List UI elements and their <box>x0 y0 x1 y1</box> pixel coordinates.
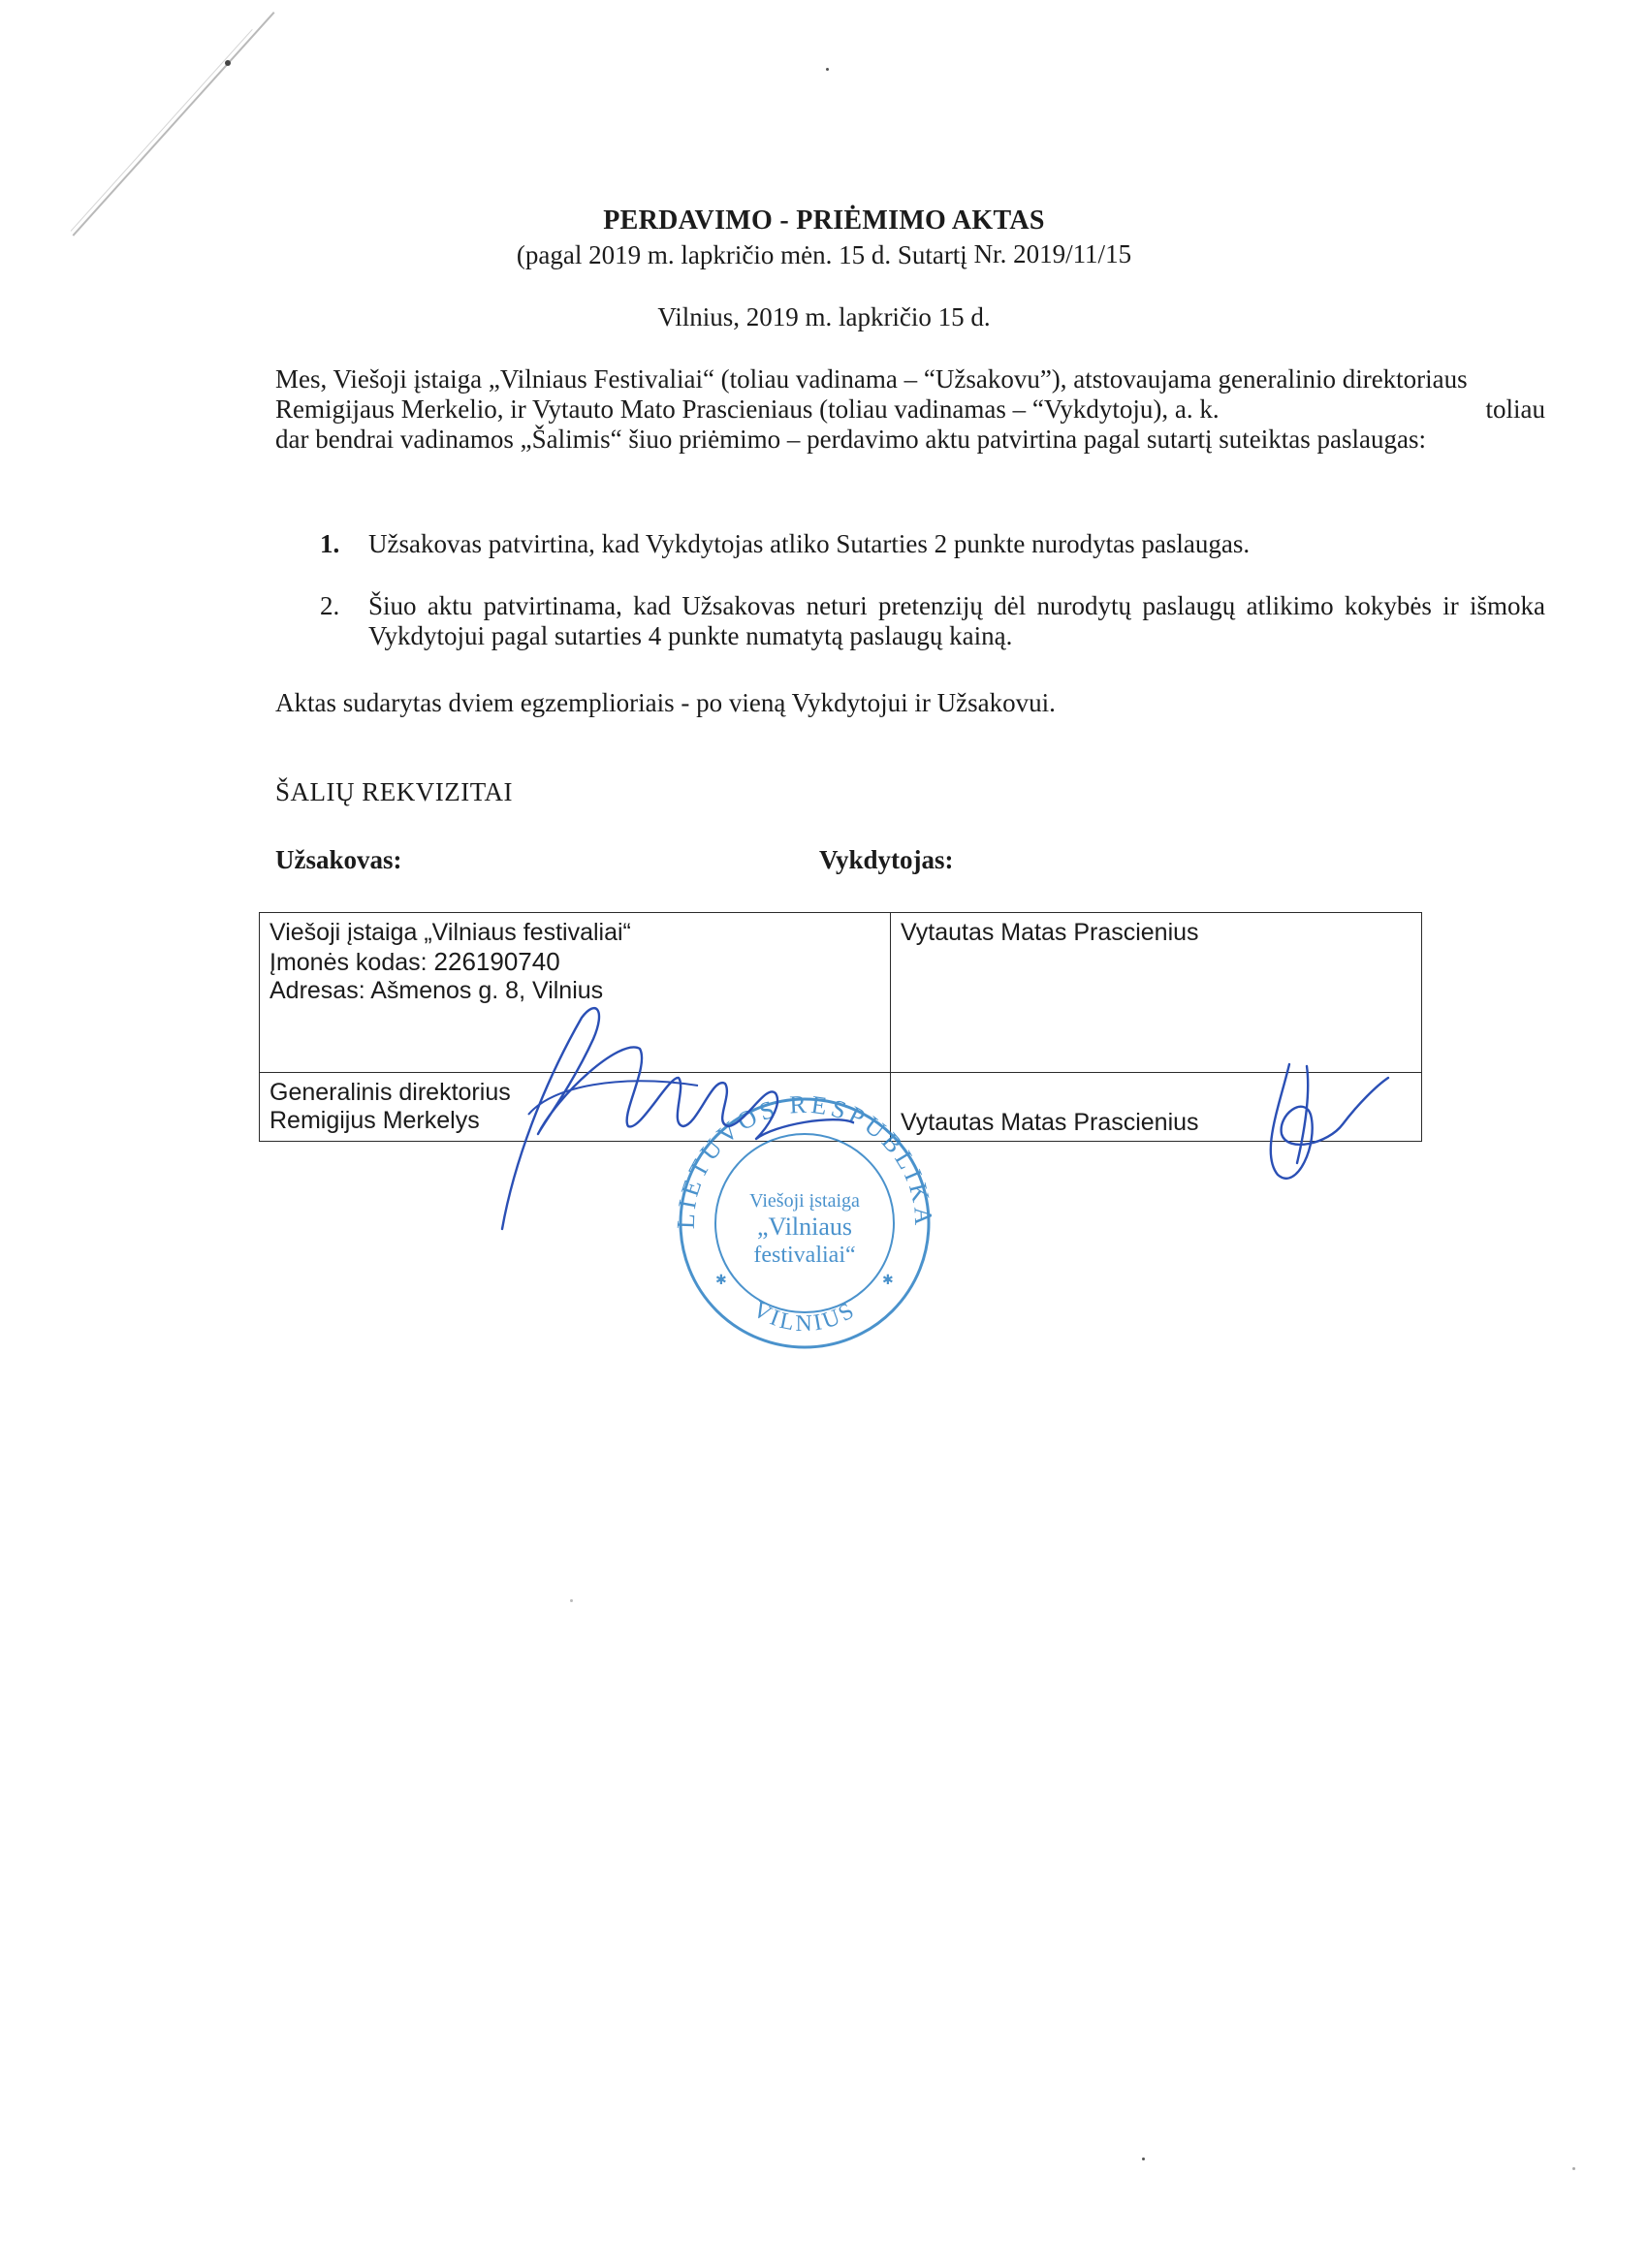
stamp-line-1: Viešoji įstaiga <box>749 1190 860 1212</box>
client-code: 226190740 <box>433 947 560 976</box>
scan-speck <box>1572 2167 1575 2170</box>
stamp-inner-ring <box>715 1134 894 1312</box>
intro-line-3: dar bendrai vadinamos „Šalimis“ šiuo priėmimo – perdavimo aktu patvirtina pagal sutartį suteiktas paslaugas: <box>275 425 1426 454</box>
client-details-cell <box>260 913 891 1073</box>
intro-line-2-text: Remigijaus Merkelio, ir Vytauto Mato Prascieniaus (toliau vadinamas – “Vykdytoju), a. k. <box>275 394 1220 424</box>
scan-artifact-line <box>73 12 275 236</box>
contract-number: Nr. 2019/11/15 <box>973 239 1132 268</box>
list-item-text: Užsakovas patvirtina, kad Vykdytojas atliko Sutarties 2 punkte nurodytas paslaugas. <box>368 529 1251 558</box>
requisites-row-signatures <box>260 1073 1422 1142</box>
requisites-row-details <box>260 913 1422 1073</box>
client-code-line <box>269 947 880 977</box>
stamp-bottom-text-path: VILNIUS <box>747 1297 862 1337</box>
contractor-name: Vytautas Matas Prascienius <box>901 919 1199 946</box>
list-item-number: 1. <box>320 529 340 558</box>
contractor-label: Vykdytojas: <box>819 845 954 874</box>
requisites-table <box>259 912 1422 1142</box>
stamp-outer-text-path: LIETUVOS RESPUBLIKA <box>671 1089 938 1230</box>
scan-artifact-line <box>71 29 253 232</box>
document-subtitle <box>0 240 1648 270</box>
stamp-bottom-text <box>748 1297 861 1337</box>
intro-line-1: Mes, Viešoji įstaiga „Vilniaus Festivaliai“ (toliau vadinama – “Užsakovu”), atstovaujama generalinio direktoriaus <box>275 364 1468 394</box>
intro-line-2 <box>275 394 1545 425</box>
stamp-line-3: festivaliai“ <box>753 1243 856 1268</box>
list-item-text: Šiuo aktu patvirtinama, kad Užsakovas neturi pretenzijų dėl nurodytų paslaugų atlikimo kokybės ir išmoka Vykdytojui pagal sutarties 4 punkte numatytą paslaugų kainą. <box>368 591 1545 650</box>
client-signer: Remigijus Merkelys <box>269 1107 480 1134</box>
scan-speck <box>570 1599 573 1602</box>
stamp-line-2: „Vilniaus <box>756 1213 853 1241</box>
scan-speck <box>826 68 829 71</box>
stamp-star-left: ✱ <box>715 1274 727 1288</box>
client-name: Viešoji įstaiga „Vilniaus festivaliai“ <box>269 919 631 946</box>
closing-sentence: Aktas sudarytas dviem egzemplioriais - po vieną Vykdytojui ir Užsakovui. <box>275 688 1056 717</box>
place-and-date: Vilnius, 2019 m. lapkričio 15 d. <box>657 302 991 331</box>
subtitle-text: (pagal 2019 m. lapkričio mėn. 15 d. Sutartį <box>516 240 967 269</box>
document-title: PERDAVIMO - PRIĖMIMO AKTAS <box>603 205 1045 236</box>
client-signer-cell <box>260 1073 891 1142</box>
stamp-star-right: ✱ <box>882 1274 894 1288</box>
scan-speck <box>1142 2158 1145 2160</box>
client-label: Užsakovas: <box>275 845 402 874</box>
contractor-signer: Vytautas Matas Prascienius <box>901 1109 1199 1136</box>
scan-speck <box>225 60 231 66</box>
intro-line-2-end: toliau <box>1485 394 1545 424</box>
requisites-heading: ŠALIŲ REKVIZITAI <box>275 777 514 806</box>
client-code-label: Įmonės kodas: <box>269 949 434 976</box>
list-item-number: 2. <box>320 591 340 620</box>
contractor-signer-cell <box>891 1073 1422 1142</box>
client-address: Adresas: Ašmenos g. 8, Vilnius <box>269 977 604 1004</box>
intro-paragraph <box>275 364 1545 455</box>
client-position: Generalinis direktorius <box>269 1079 511 1106</box>
contractor-details-cell <box>891 913 1422 1073</box>
